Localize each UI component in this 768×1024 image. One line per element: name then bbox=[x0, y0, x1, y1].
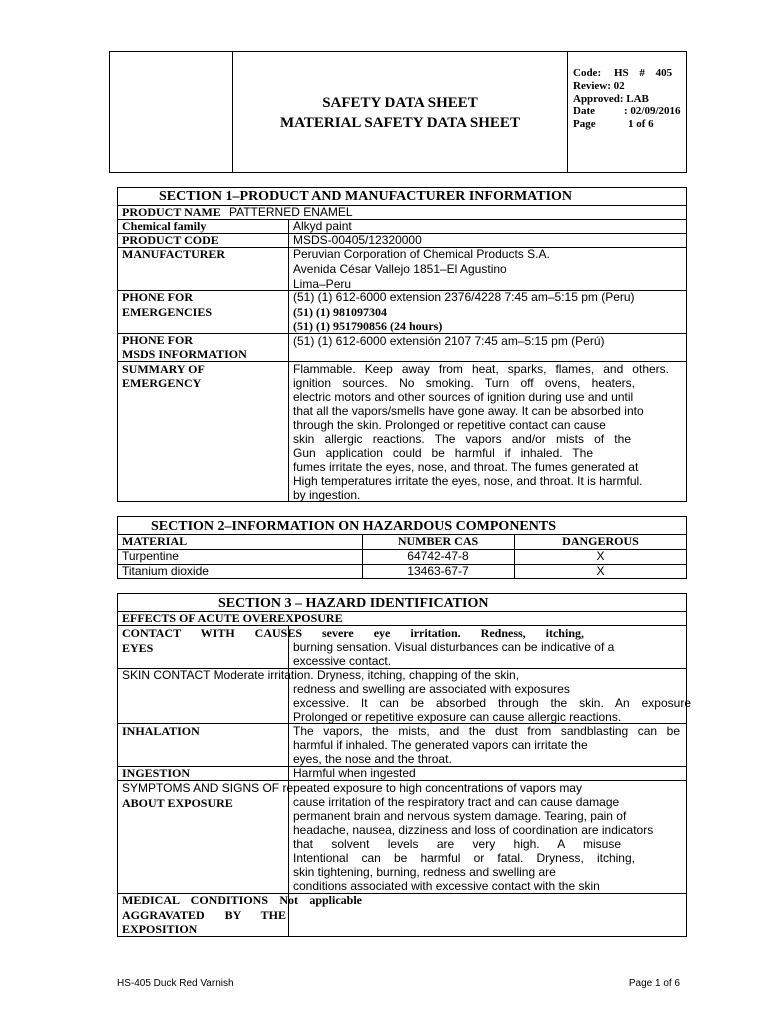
table-row-dangerous: X bbox=[596, 564, 605, 578]
symptoms-line: cause irritation of the respiratory tract and can cause damage bbox=[293, 795, 620, 809]
summary-line: through the skin. Prolonged or repetitive contact can cause bbox=[293, 418, 606, 432]
footer-document-name: HS-405 Duck Red Varnish bbox=[117, 978, 234, 989]
summary-line: ignition sources. No smoking. Turn off ovens, heaters, bbox=[293, 376, 635, 390]
phone-msds-label: PHONE FOR bbox=[122, 333, 193, 347]
ingestion-label: INGESTION bbox=[122, 766, 191, 780]
manufacturer-line: Avenida César Vallejo 1851–El Agustino bbox=[293, 262, 507, 276]
effects-label: EFFECTS OF ACUTE OVEREXPOSURE bbox=[122, 611, 343, 625]
contact-eyes-line: burning sensation. Visual disturbances can be indicative of a bbox=[293, 640, 615, 654]
phone-emergencies-line: (51) (1) 981097304 bbox=[293, 305, 387, 319]
date-label: Date bbox=[573, 105, 595, 117]
product-code-value: MSDS-00405/12320000 bbox=[293, 233, 422, 247]
table-row-cas: 13463-67-7 bbox=[407, 564, 469, 578]
summary-line: electric motors and other sources of ignition during use and until bbox=[293, 390, 634, 404]
medical-conditions-line: AGGRAVATED BY THE bbox=[122, 908, 286, 922]
symptoms-line: SYMPTOMS AND SIGNS OF repeated exposure to high concentrations of vapors may bbox=[122, 781, 582, 795]
table-row-dangerous: X bbox=[596, 549, 605, 563]
contact-eyes-label: EYES bbox=[122, 641, 154, 655]
inhalation-line: eyes, the nose and the throat. bbox=[293, 752, 452, 766]
section1-title: SECTION 1–PRODUCT AND MANUFACTURER INFORMATION bbox=[159, 189, 573, 204]
table-row-material: Titanium dioxide bbox=[122, 564, 209, 578]
code-value: HS # 405 bbox=[614, 67, 673, 79]
phone-msds-line: (51) (1) 612-6000 extensión 2107 7:45 am–5:15 pm (Perú) bbox=[293, 334, 605, 348]
skin-contact-line: Prolonged or repetitive exposure can cause allergic reactions. bbox=[293, 710, 622, 724]
section2-title: SECTION 2–INFORMATION ON HAZARDOUS COMPONENTS bbox=[151, 519, 556, 534]
summary-line: by ingestion. bbox=[293, 488, 361, 502]
page-value: 1 of 6 bbox=[628, 118, 654, 130]
phone-emergencies-label: PHONE FOR bbox=[122, 290, 193, 304]
summary-line: Flammable. Keep away from heat, sparks, flames, and others. bbox=[293, 362, 669, 376]
symptoms-line: that solvent levels are very high. A misuse bbox=[293, 837, 621, 851]
header-divider-left bbox=[232, 51, 233, 173]
document-subtitle: MATERIAL SAFETY DATA SHEET bbox=[280, 115, 520, 131]
skin-contact-line: redness and swelling are associated with exposures bbox=[293, 682, 570, 696]
skin-contact-line: SKIN CONTACT Moderate irritation. Dryness, itching, chapping of the skin, bbox=[122, 668, 520, 682]
contact-eyes-line: CONTACT WITH CAUSES severe eye irritation. Redness, itching, bbox=[122, 626, 584, 640]
header-divider-right bbox=[567, 51, 568, 173]
symptoms-label: ABOUT EXPOSURE bbox=[122, 796, 233, 810]
ingestion-value: Harmful when ingested bbox=[293, 766, 416, 780]
medical-conditions-line: MEDICAL CONDITIONS Not applicable bbox=[122, 893, 362, 907]
code-label: Code: bbox=[573, 67, 602, 79]
summary-line: High temperatures irritate the eyes, nose, and throat. It is harmful. bbox=[293, 474, 643, 488]
phone-emergencies-line: (51) (1) 612-6000 extension 2376/4228 7:45 am–5:15 pm (Peru) bbox=[293, 290, 635, 304]
section3-title: SECTION 3 – HAZARD IDENTIFICATION bbox=[218, 596, 489, 611]
skin-contact-line: excessive. It can be absorbed through the skin. An exposure bbox=[293, 696, 691, 710]
summary-line: skin allergic reactions. The vapors and/or mists of the bbox=[293, 432, 631, 446]
medical-conditions-line: EXPOSITION bbox=[122, 922, 198, 936]
inhalation-line: The vapors, the mists, and the dust from sandblasting can be bbox=[293, 724, 680, 738]
inhalation-label: INHALATION bbox=[122, 724, 200, 738]
manufacturer-line: Lima–Peru bbox=[293, 277, 352, 291]
column-header-cas: NUMBER CAS bbox=[397, 534, 479, 548]
document-title: SAFETY DATA SHEET bbox=[322, 95, 478, 111]
symptoms-line: Intentional can be harmful or fatal. Dryness, itching, bbox=[293, 851, 635, 865]
footer-page-number: Page 1 of 6 bbox=[628, 978, 680, 989]
chemical-family-value: Alkyd paint bbox=[293, 219, 352, 233]
phone-emergencies-label: EMERGENCIES bbox=[122, 305, 213, 319]
symptoms-line: permanent brain and nervous system damage. Tearing, pain of bbox=[293, 809, 627, 823]
inhalation-line: harmful if inhaled. The generated vapors can irritate the bbox=[293, 738, 588, 752]
product-name-value: PATTERNED ENAMEL bbox=[229, 205, 353, 219]
summary-line: that all the vapors/smells have gone away. It can be absorbed into bbox=[293, 404, 644, 418]
symptoms-line: skin tightening, burning, redness and swelling are bbox=[293, 865, 556, 879]
phone-emergencies-line: (51) (1) 951790856 (24 hours) bbox=[293, 319, 443, 333]
symptoms-line: conditions associated with excessive contact with the skin bbox=[293, 879, 600, 893]
manufacturer-label: MANUFACTURER bbox=[122, 247, 226, 261]
review: Review: 02 bbox=[573, 80, 625, 92]
contact-eyes-line: excessive contact. bbox=[293, 654, 392, 668]
chemical-family-label: Chemical family bbox=[122, 219, 207, 233]
symptoms-line: headache, nausea, dizziness and loss of coordination are indicators bbox=[293, 823, 654, 837]
table-row-cas: 64742-47-8 bbox=[407, 549, 469, 563]
summary-line: fumes irritate the eyes, nose, and throat. The fumes generated at bbox=[293, 460, 639, 474]
page-label: Page bbox=[573, 118, 596, 130]
date-value: : 02/09/2016 bbox=[624, 105, 681, 117]
product-name-label: PRODUCT NAME bbox=[122, 205, 221, 219]
phone-msds-label: MSDS INFORMATION bbox=[122, 347, 247, 361]
column-header-material: MATERIAL bbox=[122, 534, 188, 548]
table-row-material: Turpentine bbox=[122, 549, 179, 563]
manufacturer-line: Peruvian Corporation of Chemical Products S.A. bbox=[293, 247, 550, 261]
summary-label: EMERGENCY bbox=[122, 376, 202, 390]
approved: Approved: LAB bbox=[573, 93, 649, 105]
summary-label: SUMMARY OF bbox=[122, 362, 205, 376]
product-code-label: PRODUCT CODE bbox=[122, 233, 219, 247]
summary-line: Gun application could be harmful if inhaled. The bbox=[293, 446, 593, 460]
column-header-dangerous: DANGEROUS bbox=[562, 534, 639, 548]
